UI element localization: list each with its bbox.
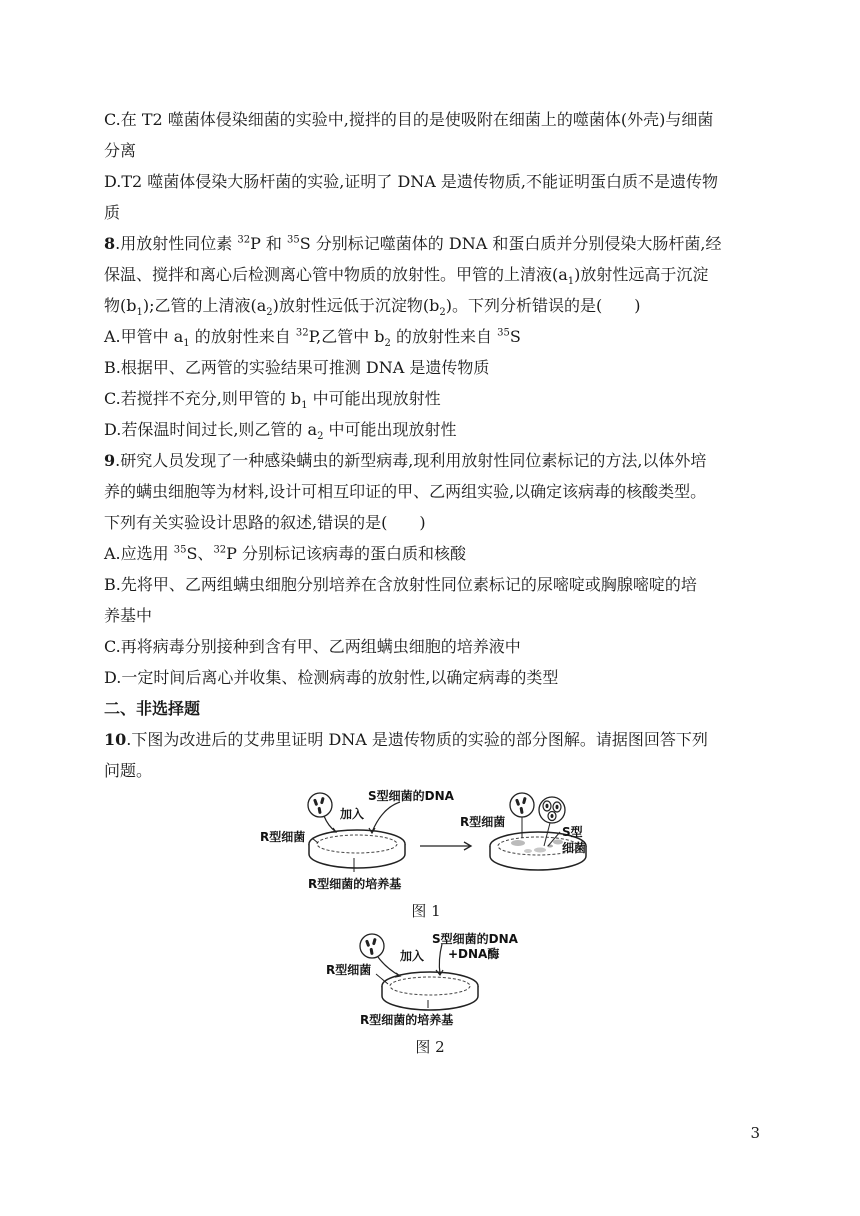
label-s-dna-2: +DNA酶 [448, 947, 500, 961]
q10-stem-line2: 问题。 [104, 761, 153, 780]
label-s-dna: S型细菌的DNA [368, 789, 454, 803]
r-bacteria-icon-2 [510, 793, 534, 838]
figure-1-caption: 图 1 [411, 902, 441, 920]
q8-option-a-sub2: 2 [384, 338, 391, 350]
q8-option-a-3: P,乙管中 b [308, 327, 385, 346]
q9-option-a-sup32: 32 [213, 544, 227, 556]
q8-stem-line3-a: 物(b [104, 296, 137, 315]
figure-1-diagram [260, 788, 600, 894]
q8-option-a [104, 321, 764, 352]
q10-stem-line1 [104, 724, 764, 755]
q9-option-a-sup35: 35 [173, 544, 187, 556]
q9-stem-line3: 下列有关实验设计思路的叙述,错误的是( ) [104, 513, 426, 532]
q8-stem-line3-d: )。下列分析错误的是( ) [445, 296, 641, 315]
label-r-bacteria: R型细菌 [260, 830, 306, 844]
q8-stem-line3-b: );乙管的上清液(a [142, 296, 267, 315]
q8-option-a-sup35: 35 [497, 327, 510, 339]
r-bacteria-leader-2 [376, 974, 388, 984]
figure-2 [320, 930, 540, 1030]
q8-option-d [104, 414, 764, 445]
q8-option-c-2: 中可能出现放射性 [307, 389, 441, 408]
q8-stem-c: S 分别标记噬菌体的 DNA 和蛋白质并分别侵染大肠杆菌,经 [299, 234, 722, 253]
q8-option-a-4: 的放射性来自 [390, 327, 498, 346]
q9-option-c: C.再将病毒分别接种到含有甲、乙两组螨虫细胞的培养液中 [104, 637, 521, 656]
q8-option-d-sub2: 2 [317, 431, 324, 443]
q8-stem-line2 [104, 259, 764, 290]
figure-2-diagram [320, 930, 540, 1030]
q10-number: 10 [104, 730, 127, 749]
page-number: 3 [750, 1124, 760, 1142]
q9-option-b-line2: 养基中 [104, 606, 153, 625]
q8-stem-line2-a: 保温、搅拌和离心后检测离心管中物质的放射性。甲管的上清液(a [104, 265, 568, 284]
q8-option-c [104, 383, 764, 414]
figure-2-caption: 图 2 [415, 1038, 445, 1056]
q8-option-a-sub1: 1 [183, 338, 190, 350]
label-add: 加入 [340, 807, 365, 821]
q8-sup-35: 35 [287, 234, 300, 246]
dna-arrow [372, 802, 400, 832]
q8-option-a-sup32: 32 [295, 327, 309, 339]
label-r-medium: R型细菌的培养基 [360, 1013, 454, 1027]
q8-option-d-1: D.若保温时间过长,则乙管的 a [104, 420, 318, 439]
q8-stem-line2-b: )放射性远高于沉淀 [574, 265, 709, 284]
left-petri-dish [309, 830, 405, 868]
q9-number: 9 [104, 451, 116, 470]
q9-option-d: D.一定时间后离心并收集、检测病毒的放射性,以确定病毒的类型 [104, 668, 559, 687]
q8-sub-a2: 2 [266, 307, 273, 319]
petri-dish-2 [382, 972, 478, 1010]
r-bacteria-icon [308, 793, 336, 832]
q8-stem-a: .用放射性同位素 [115, 234, 238, 253]
q7-option-c-line2: 分离 [104, 141, 137, 160]
label-s-type-1: S型 [562, 825, 583, 839]
q8-stem-b: P 和 [250, 234, 288, 253]
q9-option-a-1: A.应选用 [104, 544, 174, 563]
q8-option-c-sub1: 1 [301, 400, 308, 412]
section-heading: 二、非选择题 [104, 699, 201, 718]
process-arrow [420, 842, 471, 850]
question-text [104, 104, 764, 786]
q8-option-b: B.根据甲、乙两管的实验结果可推测 DNA 是遗传物质 [104, 358, 490, 377]
q8-option-a-5: S [509, 327, 521, 346]
label-add: 加入 [400, 949, 425, 963]
q10-stem-line1-text: .下图为改进后的艾弗里证明 DNA 是遗传物质的实验的部分图解。请据图回答下列 [126, 730, 708, 749]
q7-option-d-line1: D.T2 噬菌体侵染大肠杆菌的实验,证明了 DNA 是遗传物质,不能证明蛋白质不是遗传物 [104, 172, 719, 191]
label-s-type-2: 细菌 [562, 841, 587, 855]
label-s-dna-1: S型细菌的DNA [432, 932, 518, 946]
q8-option-a-1: A.甲管中 a [104, 327, 184, 346]
q8-number: 8 [104, 234, 116, 253]
dna-arrow-2 [439, 944, 442, 974]
q9-stem-line1-text: .研究人员发现了一种感染螨虫的新型病毒,现利用放射性同位素标记的方法,以体外培 [115, 451, 707, 470]
q8-option-d-2: 中可能出现放射性 [323, 420, 457, 439]
q8-sub-1: 1 [567, 276, 575, 288]
label-r-medium: R型细菌的培养基 [308, 877, 402, 891]
figure-1 [260, 788, 600, 894]
q8-stem-line3 [104, 290, 764, 321]
q8-sub-b1: 1 [136, 307, 143, 319]
q9-option-a [104, 538, 764, 569]
q7-option-d-line2: 质 [104, 203, 121, 222]
q8-option-c-1: C.若搅拌不充分,则甲管的 b [104, 389, 302, 408]
q8-sup-32: 32 [237, 234, 251, 246]
q9-option-b-line1: B.先将甲、乙两组螨虫细胞分别培养在含放射性同位素标记的尿嘧啶或胸腺嘧啶的培 [104, 575, 697, 594]
q8-sub-b2: 2 [439, 307, 446, 319]
q7-option-c-line1: C.在 T2 噬菌体侵染细菌的实验中,搅拌的目的是使吸附在细菌上的噬菌体(外壳)与细菌 [104, 110, 714, 129]
q9-stem-line2: 养的螨虫细胞等为材料,设计可相互印证的甲、乙两组实验,以确定该病毒的核酸类型。 [104, 482, 707, 501]
q8-option-a-2: 的放射性来自 [189, 327, 296, 346]
q9-option-a-2: S、 [186, 544, 214, 563]
q9-stem-line1 [104, 445, 764, 476]
label-r-bacteria: R型细菌 [326, 963, 372, 977]
q8-stem-line1 [104, 228, 764, 259]
q9-option-a-3: P 分别标记该病毒的蛋白质和核酸 [226, 544, 467, 563]
q8-stem-line3-c: )放射性远低于沉淀物(b [272, 296, 440, 315]
label-r-bacteria-2: R型细菌 [460, 815, 506, 829]
